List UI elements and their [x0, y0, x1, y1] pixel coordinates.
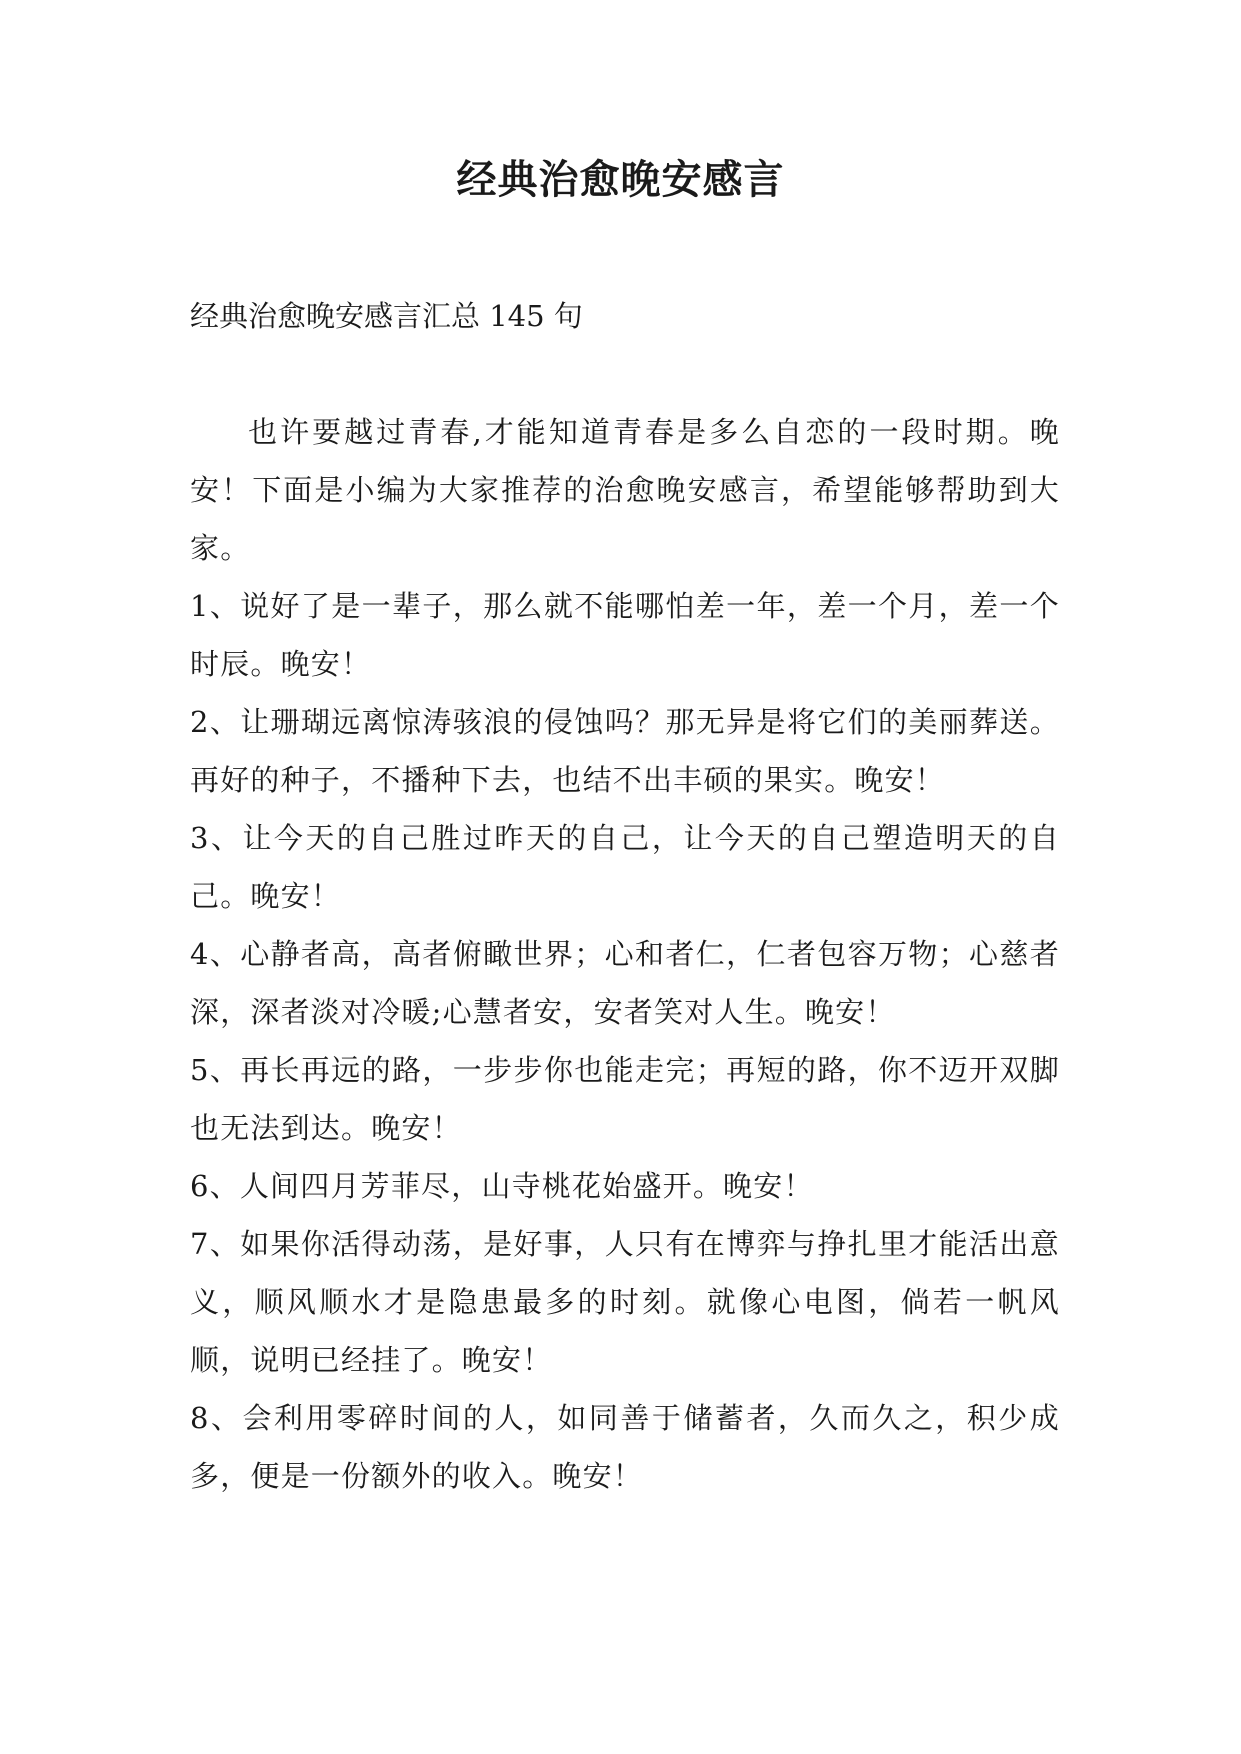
document-subtitle: 经典治愈晚安感言汇总 145 句 [190, 299, 583, 333]
document-title: 经典治愈晚安感言 [456, 156, 785, 203]
list-item: 6、人间四月芳菲尽，山寺桃花始盛开。晚安！ [190, 1169, 814, 1203]
list-item: 4、心静者高，高者俯瞰世界；心和者仁，仁者包容万物；心慈者深，深者淡对冷暖;心慧者安，安者笑对人生。晚安！ [190, 937, 1060, 1029]
document-body [190, 403, 1060, 1505]
list-item: 7、如果你活得动荡，是好事，人只有在博弈与挣扎里才能活出意义，顺风顺水才是隐患最多的时刻。就像心电图，倘若一帆风顺，说明已经挂了。晚安！ [190, 1227, 1060, 1377]
list-item: 5、再长再远的路，一步步你也能走完；再短的路，你不迈开双脚也无法到达。晚安！ [190, 1053, 1060, 1145]
list-item: 2、让珊瑚远离惊涛骇浪的侵蚀吗？那无异是将它们的美丽葬送。再好的种子，不播种下去，也结不出丰硕的果实。晚安！ [190, 705, 1060, 797]
list-item: 8、会利用零碎时间的人，如同善于储蓄者，久而久之，积少成多，便是一份额外的收入。晚安！ [190, 1401, 1060, 1493]
list-item: 1、说好了是一辈子，那么就不能哪怕差一年，差一个月，差一个时辰。晚安！ [190, 589, 1060, 681]
intro-paragraph: 也许要越过青春,才能知道青春是多么自恋的一段时期。晚安！下面是小编为大家推荐的治愈晚安感言，希望能够帮助到大家。 [190, 415, 1060, 565]
list-item: 3、让今天的自己胜过昨天的自己，让今天的自己塑造明天的自己。晚安！ [190, 821, 1060, 913]
